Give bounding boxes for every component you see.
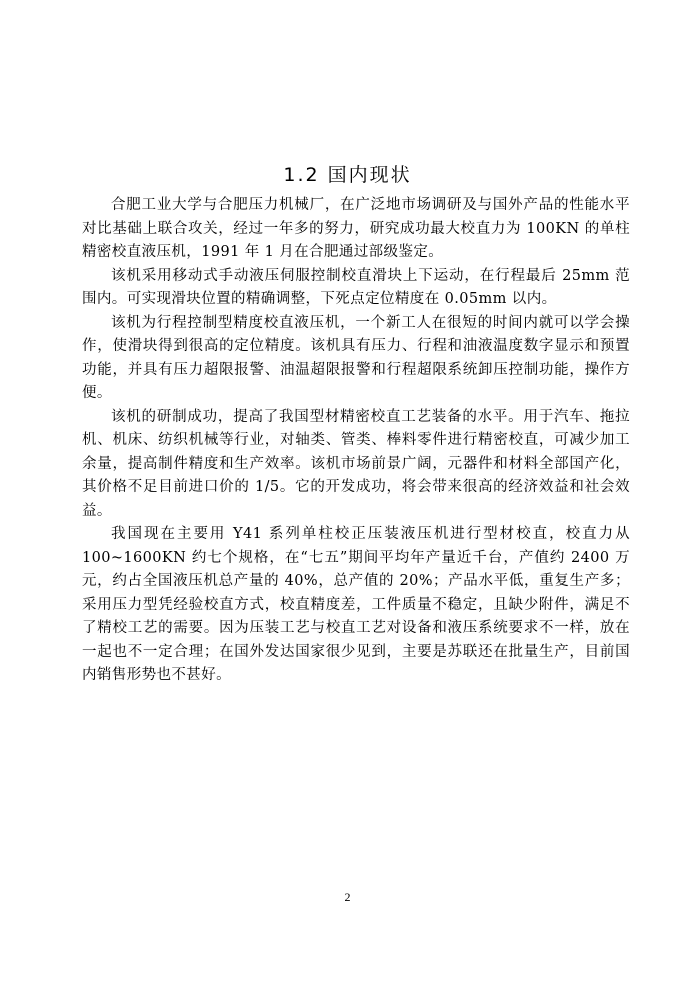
paragraph: 我国现在主要用 Y41 系列单柱校正压装液压机进行型材校直，校直力从 100~1600KN 约七个规格，在“七五”期间平均年产量近千台，产值约 2400 万元，约占全国液压机总产量的 40%，总产值的 20%；产品水平低，重复生产多；采用压力型凭经验校直方式，校直精度差，工件质量不稳定，且缺少附件，满足不了精校工艺的需要。因为压装工艺与校直工艺对设备和液压系统要求不一样，放在一起也不一定合理；在国外发达国家很少见到，主要是苏联还在批量生产，目前国内销售形势也不甚好。 — [82, 526, 630, 683]
paragraph: 合肥工业大学与合肥压力机械厂，在广泛地市场调研及与国外产品的性能水平对比基础上联合攻关，经过一年多的努力，研究成功最大校直力为 100KN 的单柱精密校直液压机，1991 年 1 月在合肥通过部级鉴定。 — [82, 197, 630, 260]
page-number: 2 — [344, 890, 351, 904]
section-title: 1.2 国内现状 — [283, 164, 412, 186]
paragraph: 该机采用移动式手动液压伺服控制校直滑块上下运动，在行程最后 25mm 范围内。可实现滑块位置的精确调整，下死点定位精度在 0.05mm 以内。 — [82, 267, 630, 307]
paragraph: 该机的研制成功，提高了我国型材精密校直工艺装备的水平。用于汽车、拖拉机、机床、纺织机械等行业，对轴类、管类、棒料零件进行精密校直，可减少加工余量，提高制件精度和生产效率。该机市场前景广阔，元器件和材料全部国产化，其价格不足目前进口价的 1/5。它的开发成功，将会带来很高的经济效益和社会效益。 — [82, 408, 630, 519]
paragraph: 该机为行程控制型精度校直液压机，一个新工人在很短的时间内就可以学会操作，使滑块得到很高的定位精度。该机具有压力、行程和油液温度数字显示和预置功能，并具有压力超限报警、油温超限报警和行程超限系统卸压控制功能，操作方便。 — [82, 314, 630, 401]
body-text — [82, 194, 630, 688]
